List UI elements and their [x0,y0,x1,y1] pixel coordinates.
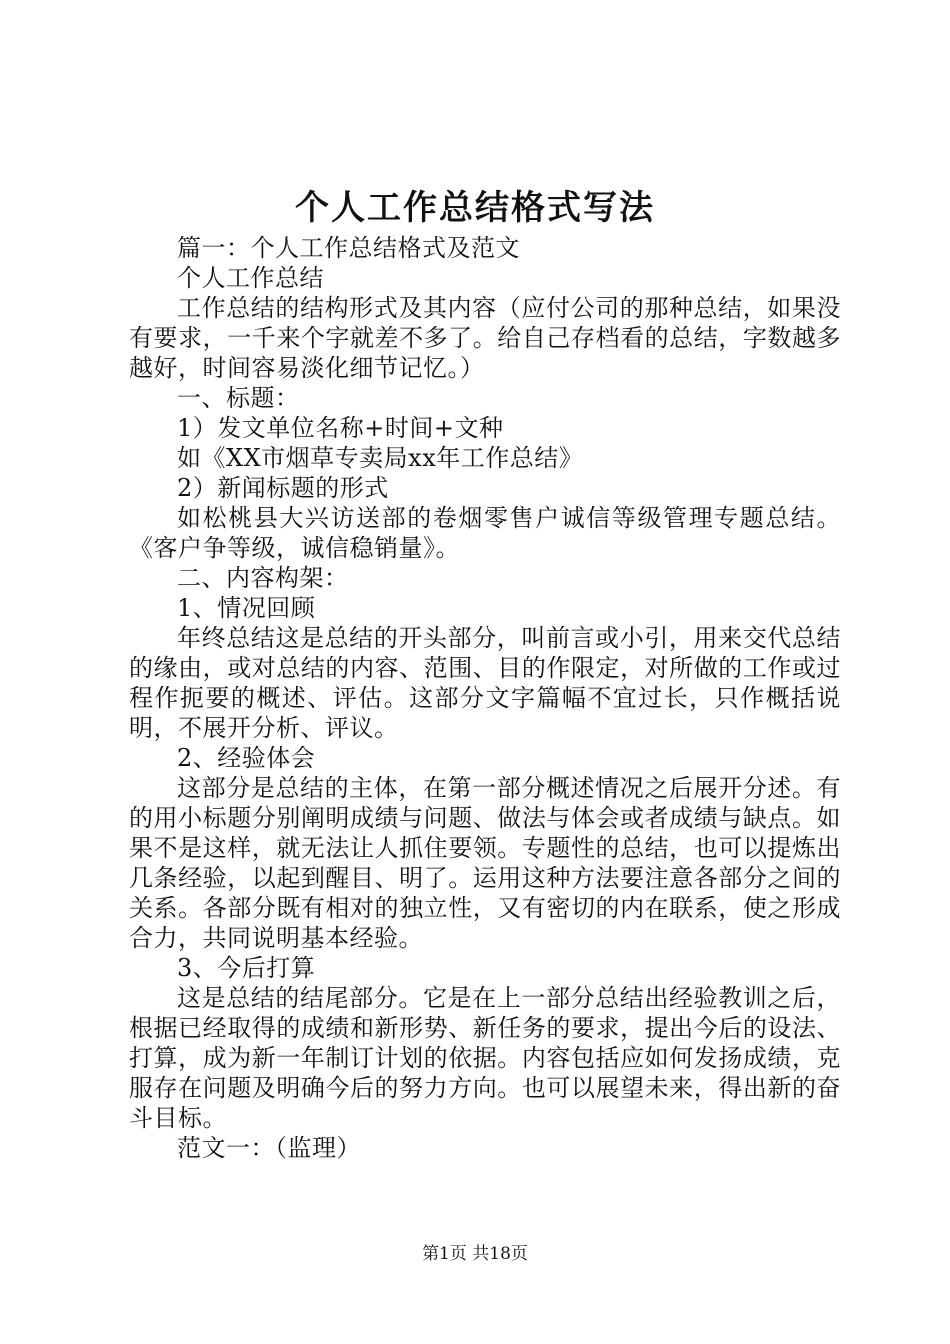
paragraph-example-1: 如《XX市烟草专卖局xx年工作总结》 [177,444,584,472]
paragraph-item-2: 2）新闻标题的形式 [177,474,389,502]
paragraph-subheading-plans: 3、今后打算 [177,954,316,982]
paragraph-review-body: 年终总结这是总结的开头部分，叫前言或小引，用来交代总结的缘由，或对总结的内容、范围、目的作限定，对所做的工作或过程作扼要的概述、评估。这部分文字篇幅不宜过长，只作概括说明，不展开分析、评议。 [129,624,841,742]
document-title: 个人工作总结格式写法 [295,188,655,228]
document-body [129,233,841,1163]
paragraph-example-2: 如松桃县大兴访送部的卷烟零售户诚信等级管理专题总结。《客户争等级，诚信稳销量》。 [129,504,841,562]
paragraph-subheading-review: 1、情况回顾 [177,594,316,622]
paragraph-subtitle: 个人工作总结 [177,264,324,292]
paragraph-plans-body: 这是总结的结尾部分。它是在上一部分总结出经验教训之后，根据已经取得的成绩和新形势、新任务的要求，提出今后的设法、打算，成为新一年制订计划的依据。内容包括应如何发扬成绩，克服存在问题及明确今后的努力方向。也可以展望未来，得出新的奋斗目标。 [129,984,841,1132]
paragraph-intro: 工作总结的结构形式及其内容（应付公司的那种总结，如果没有要求，一千来个字就差不多了。给自己存档看的总结，字数越多越好，时间容易淡化细节记忆。） [129,294,841,382]
page-footer: 第1页 共18页 [422,1244,528,1264]
paragraph-sample-heading: 范文一：（监理） [177,1134,361,1162]
paragraph-subheading-experience: 2、经验体会 [177,744,316,772]
paragraph-heading-title: 一、标题： [177,384,300,412]
paragraph-experience-body: 这部分是总结的主体，在第一部分概述情况之后展开分述。有的用小标题分别阐明成绩与问题、做法与体会或者成绩与缺点。如果不是这样，就无法让人抓住要领。专题性的总结，也可以提炼出几条经验，以起到醒目、明了。运用这种方法要注意各部分之间的关系。各部分既有相对的独立性，又有密切的内在联系，使之形成合力，共同说明基本经验。 [129,774,841,952]
paragraph-section-heading: 篇一：个人工作总结格式及范文 [177,234,520,262]
paragraph-heading-structure: 二、内容构架： [177,564,349,592]
paragraph-item-1: 1）发文单位名称+时间+文种 [177,414,504,442]
